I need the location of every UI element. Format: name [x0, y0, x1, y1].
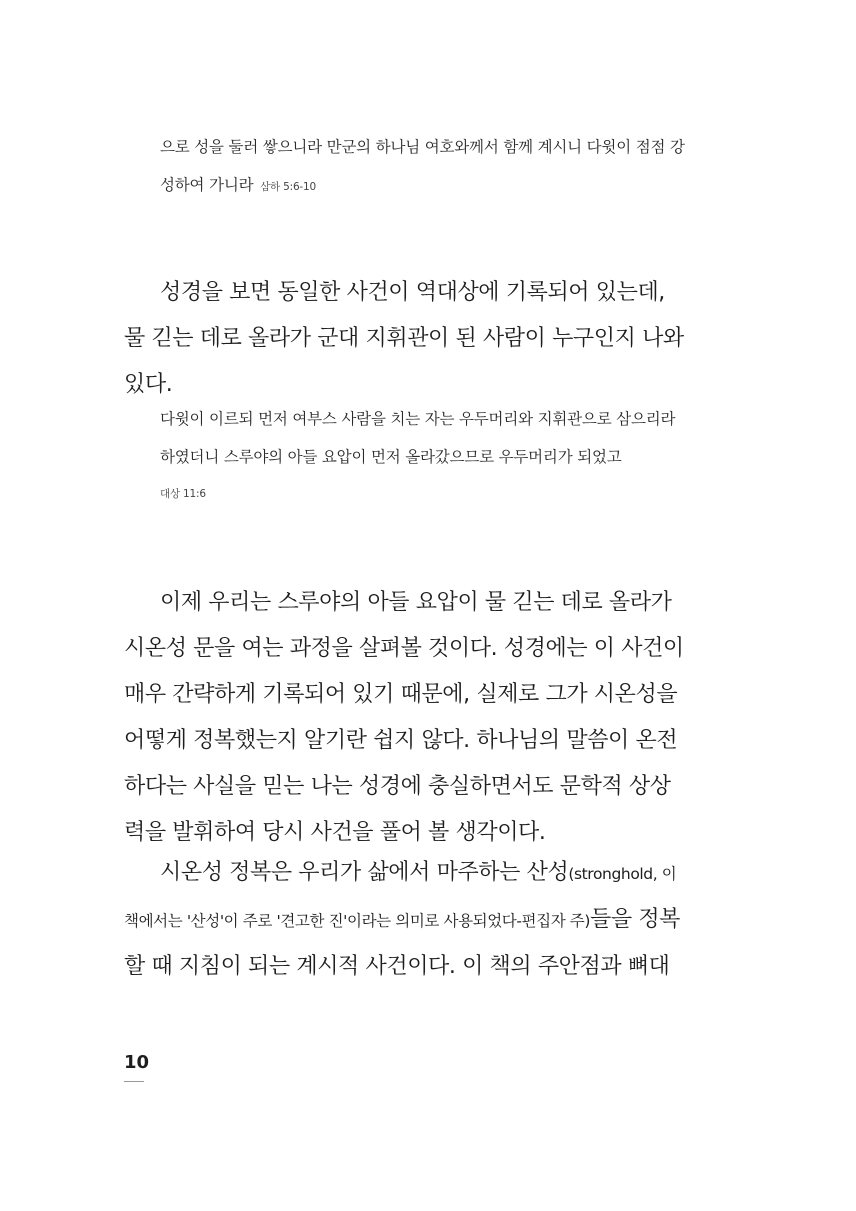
quote-2-reference: 대상 11:6 — [160, 488, 206, 500]
scripture-quote-2 — [160, 400, 690, 504]
page-number-rule — [124, 1081, 144, 1082]
paragraph-1 — [124, 270, 690, 408]
paragraph-2 — [124, 580, 690, 856]
paragraph-3-before: 시온성 정복은 우리가 삶에서 마주하는 산성 — [160, 860, 569, 885]
scripture-quote-1 — [160, 128, 690, 206]
quote-2-text: 다윗이 이르되 먼저 여부스 사람을 치는 자는 우두머리와 지휘관으로 삼으리라 하였더니 스루야의 아들 요압이 먼저 올라갔으므로 우두머리가 되었고 — [160, 410, 676, 466]
page-number: 10 — [124, 1052, 150, 1073]
paragraph-2-text: 이제 우리는 스루야의 아들 요압이 물 긷는 데로 올라가 시온성 문을 여는 과정을 살펴볼 것이다. 성경에는 이 사건이 매우 간략하게 기록되어 있기 때문에, 실제로 그가 시온성을 어떻게 정복했는지 알기란 쉽지 않다. 하나님의 말씀이 온전하다는 사실을 믿는 나는 성경에 충실하면서도 문학적 상상력을 발휘하여 당시 사건을 풀어 볼 생각이다. — [124, 590, 684, 845]
paragraph-3-text — [124, 850, 690, 990]
quote-1-text: 으로 성을 둘러 쌓으니라 만군의 하나님 여호와께서 함께 계시니 다윗이 점점 강성하여 가니라 — [160, 138, 685, 194]
quote-1-reference: 삼하 5:6-10 — [260, 181, 316, 193]
paragraph-3 — [124, 850, 690, 990]
editor-note: (stronghold, 이 책에서는 '산성'이 주로 '견고한 진'이라는 의미로 사용되었다-편집자 주) — [124, 865, 677, 930]
paragraph-1-text: 성경을 보면 동일한 사건이 역대상에 기록되어 있는데, 물 긷는 데로 올라가 군대 지휘관이 된 사람이 누구인지 나와 있다. — [124, 280, 684, 397]
paragraph-3-after: 들을 정복할 때 지침이 되는 계시적 사건이다. 이 책의 주안점과 뼈대 — [124, 907, 681, 979]
